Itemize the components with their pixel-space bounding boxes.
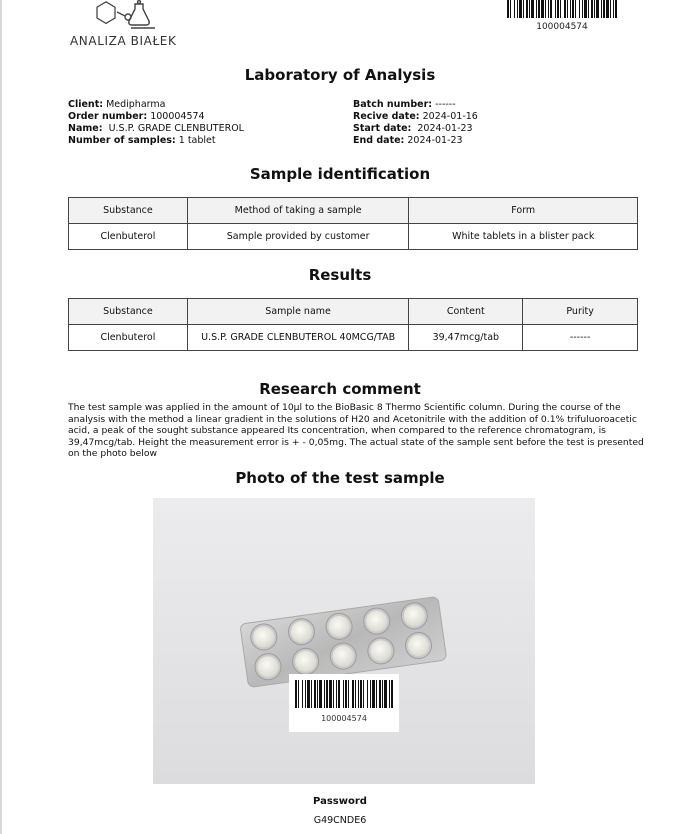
table-row (69, 224, 638, 250)
molecule-flask-icon (95, 0, 157, 30)
info-row-end-date: End date: 2024-01-23 (353, 135, 463, 146)
table-cell: Sample provided by customer (187, 224, 409, 250)
table-header: Content (409, 299, 523, 325)
table-cell: Clenbuterol (69, 325, 188, 351)
company-logo (70, 0, 185, 50)
info-row-samples: Number of samples: 1 tablet (68, 135, 216, 146)
password-value: G49CNDE6 (313, 815, 367, 826)
research-comment-text: The test sample was applied in the amount of 10µl to the BioBasic 8 Thermo Scientific column. During the course of the analysis with the method a linear gradient in the solutions of H20 and Acetonitrile with the addition of 0.1% trifuluoroacetic acid, a peak of the sought substance appeared Its concentration, when compared to the reference chromatogram, is 39,47mcg/tab. Height the measurement error is + - 0,05mg. The actual state of the sample sent before the test is presented on the photo below (68, 402, 644, 459)
table-header: Purity (523, 299, 638, 325)
table-cell: 39,47mcg/tab (409, 325, 523, 351)
table-header: Substance (69, 198, 188, 224)
info-row-recive-date: Recive date: 2024-01-16 (353, 111, 478, 122)
logo-text: ANALIZA BIAŁEK (70, 34, 177, 48)
results-table (68, 298, 638, 351)
table-header: Form (409, 198, 638, 224)
client-info (68, 99, 244, 147)
info-row-name: Name: U.S.P. GRADE CLENBUTEROL (68, 123, 244, 134)
sample-photo (153, 498, 535, 784)
table-cell: U.S.P. GRADE CLENBUTEROL 40MCG/TAB (187, 325, 409, 351)
page-title: Laboratory of Analysis (244, 66, 436, 84)
sample-identification-table (68, 197, 638, 250)
table-cell: Clenbuterol (69, 224, 188, 250)
photo-title: Photo of the test sample (235, 469, 445, 487)
table-header: Substance (69, 299, 188, 325)
table-row (69, 325, 638, 351)
info-row-client: Client: Medipharma (68, 99, 166, 110)
password-label: Password (313, 796, 367, 807)
table-header-row (69, 198, 638, 224)
research-comment-title: Research comment (259, 380, 421, 398)
table-header: Method of taking a sample (187, 198, 409, 224)
blister-pack-image (153, 498, 535, 784)
table-cell: White tablets in a blister pack (409, 224, 638, 250)
barcode-number: 100004574 (536, 22, 588, 32)
barcode-image (506, 0, 618, 18)
page-edge (0, 0, 2, 834)
table-cell: ------ (523, 325, 638, 351)
results-title: Results (308, 266, 372, 284)
sample-identification-title: Sample identification (249, 165, 431, 183)
info-row-order-number: Order number: 100004574 (68, 111, 205, 122)
batch-info (353, 99, 478, 147)
table-header-row (69, 299, 638, 325)
svg-text:100004574: 100004574 (321, 714, 367, 723)
info-row-batch: Batch number: ------ (353, 99, 456, 110)
info-row-start-date: Start date: 2024-01-23 (353, 123, 473, 134)
table-header: Sample name (187, 299, 409, 325)
